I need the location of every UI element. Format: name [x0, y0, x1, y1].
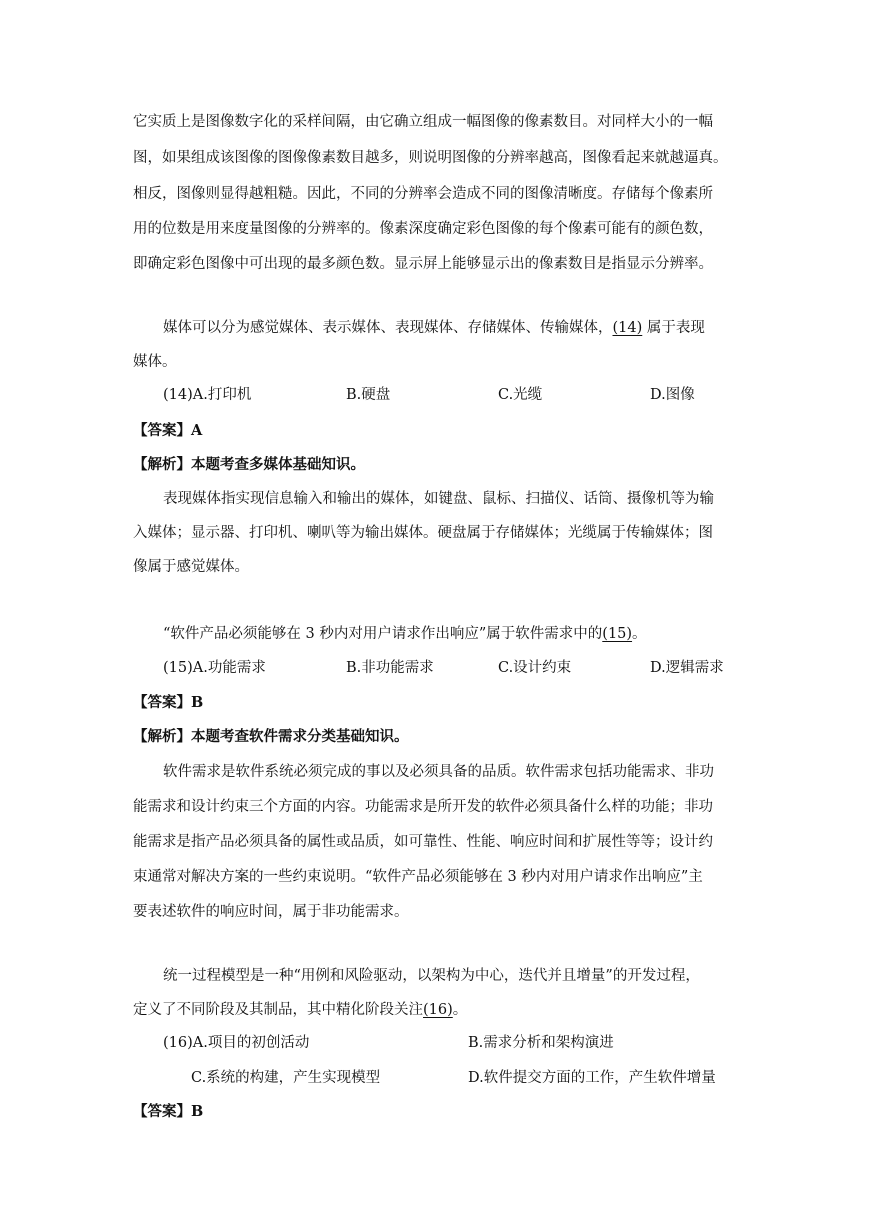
analysis-line: 软件需求是软件系统必须完成的事以及必须具备的品质。软件需求包括功能需求、非功 [163, 764, 714, 780]
question-blank: (15) [602, 626, 633, 642]
option-b: B.硬盘 [346, 387, 391, 403]
option-d: D.图像 [650, 387, 695, 403]
analysis-line: 像属于感觉媒体。 [133, 559, 249, 575]
option-c: C.系统的构建，产生实现模型 [191, 1070, 381, 1086]
question-blank: (16) [423, 1002, 453, 1018]
option-b: B.需求分析和架构演进 [468, 1035, 614, 1051]
option-c: C.设计约束 [498, 660, 572, 676]
option-a: (15)A.功能需求 [163, 660, 266, 676]
question-15-stem [163, 624, 647, 644]
option-c: C.光缆 [498, 387, 543, 403]
answer-label: 【答案】A [133, 422, 203, 439]
analysis-line: 束通常对解决方案的一些约束说明。“软件产品必须能够在 3 秒内对用户请求作出响应”主 [133, 869, 703, 885]
question-text: 媒体可以分为感觉媒体、表示媒体、表现媒体、存储媒体、传输媒体， [163, 320, 613, 336]
question-16-stem-cont [133, 1000, 467, 1020]
option-d: D.逻辑需求 [650, 660, 724, 676]
analysis-line: 要表述软件的响应时间，属于非功能需求。 [133, 904, 409, 920]
analysis-line: 入媒体；显示器、打印机、喇叭等为输出媒体。硬盘属于存储媒体；光缆属于传输媒体；图 [133, 525, 713, 541]
paragraph-line: 图，如果组成该图像的图像像素数目越多，则说明图像的分辨率越高，图像看起来就越逼真。 [133, 150, 728, 166]
option-a: (16)A.项目的初创活动 [163, 1035, 310, 1051]
answer-label: 【答案】B [133, 694, 204, 711]
question-16-stem: 统一过程模型是一种“用例和风险驱动，以架构为中心，迭代并且增量”的开发过程， [163, 968, 700, 984]
answer-label: 【答案】B [133, 1103, 204, 1120]
question-14-stem-cont: 媒体。 [133, 354, 177, 370]
option-a: (14)A.打印机 [163, 387, 252, 403]
analysis-title: 【解析】本题考查软件需求分类基础知识。 [133, 728, 409, 745]
paragraph-line: 用的位数是用来度量图像的分辨率的。像素深度确定彩色图像的每个像素可能有的颜色数， [133, 221, 713, 237]
analysis-line: 能需求是指产品必须具备的属性或品质，如可靠性、性能、响应时间和扩展性等等；设计约 [133, 834, 713, 850]
analysis-line: 表现媒体指实现信息输入和输出的媒体，如键盘、鼠标、扫描仪、话筒、摄像机等为输 [163, 491, 714, 507]
paragraph-line: 相反，图像则显得越粗糙。因此，不同的分辨率会造成不同的图像清晰度。存储每个像素所 [133, 186, 713, 202]
question-text: 定义了不同阶段及其制品，其中精化阶段关注 [133, 1002, 423, 1018]
paragraph-line: 即确定彩色图像中可出现的最多颜色数。显示屏上能够显示出的像素数目是指显示分辨率。 [133, 256, 713, 272]
question-text: 。 [632, 626, 647, 642]
question-text: 。 [452, 1002, 468, 1018]
question-14-stem [163, 318, 705, 338]
analysis-title: 【解析】本题考查多媒体基础知识。 [133, 456, 365, 473]
question-text: “软件产品必须能够在 3 秒内对用户请求作出响应”属于软件需求中的 [163, 626, 603, 642]
question-blank: (14) [612, 320, 643, 336]
option-b: B.非功能需求 [346, 660, 434, 676]
option-d: D.软件提交方面的工作，产生软件增量 [468, 1070, 716, 1086]
question-text: 属于表现 [646, 320, 705, 336]
paragraph-line: 它实质上是图像数字化的采样间隔，由它确立组成一幅图像的像素数目。对同样大小的一幅 [133, 114, 713, 130]
analysis-line: 能需求和设计约束三个方面的内容。功能需求是所开发的软件必须具备什么样的功能；非功 [133, 799, 713, 815]
